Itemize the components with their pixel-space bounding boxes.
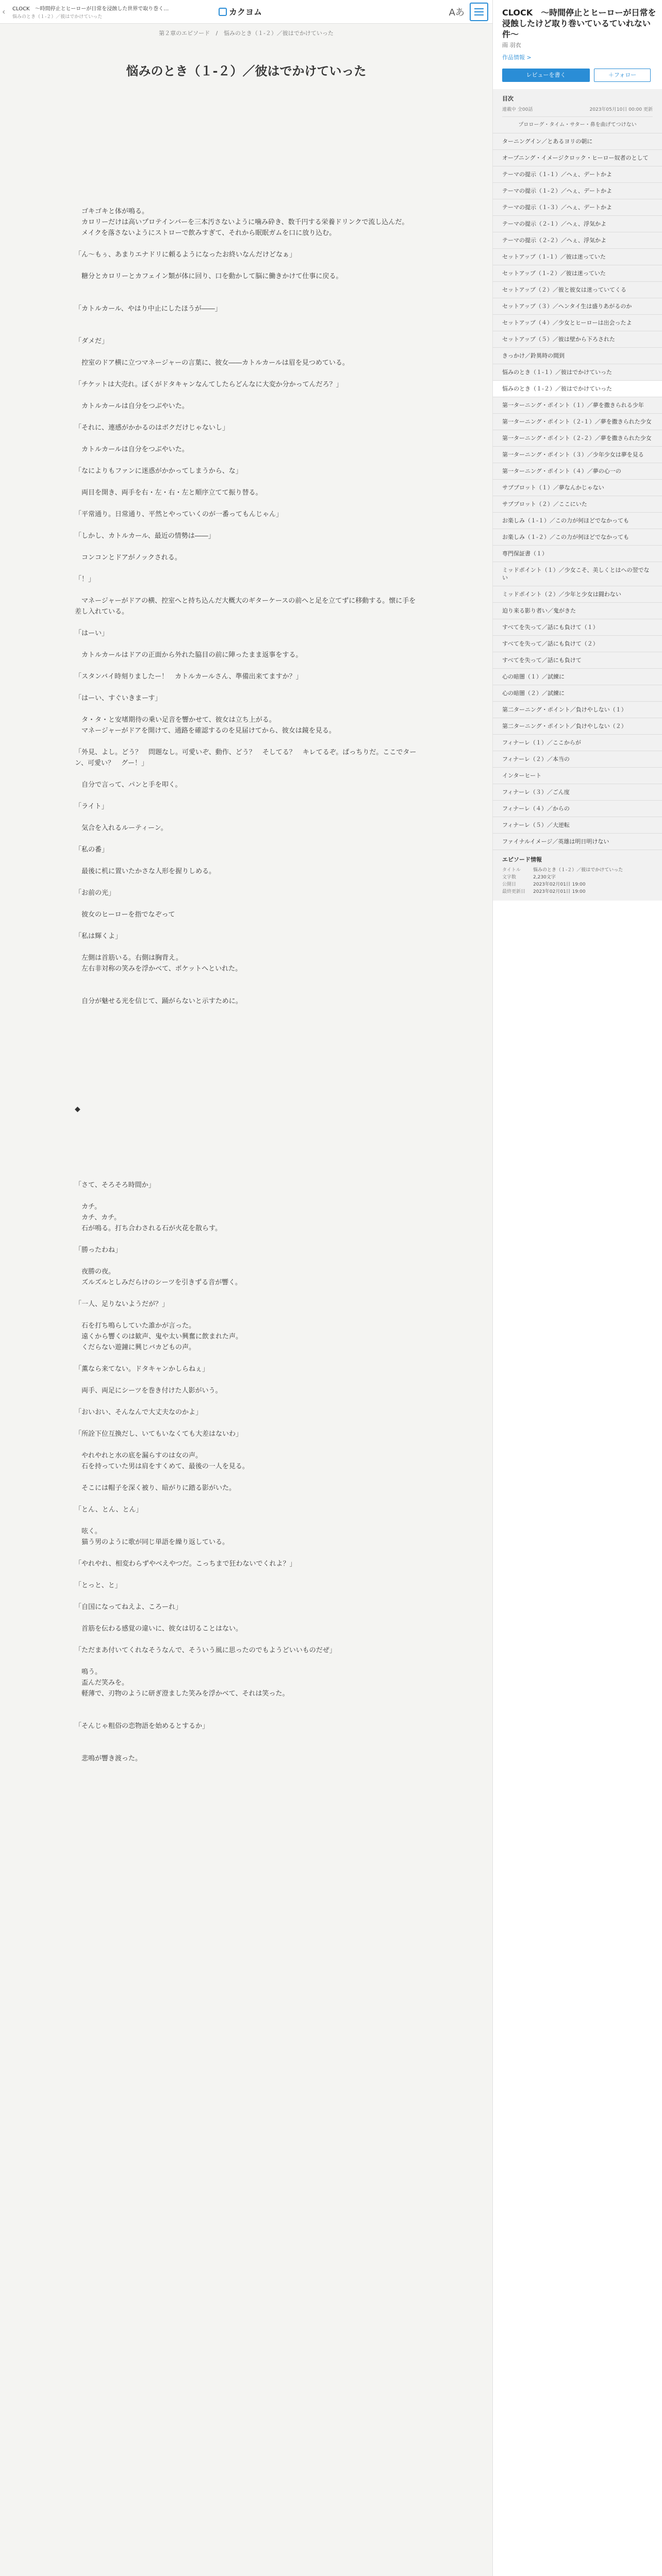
body-paragraph	[75, 1656, 420, 1667]
body-paragraph	[75, 974, 420, 985]
body-paragraph	[75, 390, 420, 401]
work-info-link[interactable]: 作品情報 >	[502, 54, 532, 61]
spec-row	[502, 881, 653, 888]
body-paragraph	[75, 477, 420, 487]
sidebar-episode-item[interactable]: テーマの提示（１-３）／ヘぇ、デートかよ	[493, 199, 662, 216]
sidebar-episode-item[interactable]: お楽しみ（１-１）／この力が何ほどでなかっても	[493, 513, 662, 529]
body-paragraph: 「ダメだ」	[75, 337, 109, 345]
body-paragraph: 両手、両足にシーツを巻き付けた人影がいう。	[75, 1387, 222, 1395]
body-paragraph	[75, 433, 420, 444]
body-paragraph: 「！」	[75, 575, 95, 583]
body-paragraph: 「さて、そろそろ時間か」	[75, 1181, 155, 1189]
section-separator: ◆	[75, 1105, 80, 1113]
body-paragraph	[75, 585, 420, 596]
body-paragraph	[75, 325, 420, 336]
sidebar	[492, 0, 662, 2576]
sidebar-episode-item[interactable]: きっかけ／鈴異時の間到	[493, 348, 662, 364]
body-paragraph	[75, 855, 420, 866]
menu-icon	[474, 8, 484, 9]
body-paragraph	[75, 1353, 420, 1364]
body-paragraph: 「なによりもファンに迷惑がかかってしまうから、な」	[75, 467, 242, 475]
body-paragraph: マネージャーがドアの横、控室へと持ち込んだ大概大のギターケースの前へと足を立てずに移動する。懐に手を差し入れている。	[75, 597, 416, 616]
body-paragraph: 遠くから響くのは歓声、鬼や太い興奮に飲まれた声。	[75, 1333, 243, 1341]
body-paragraph	[75, 1515, 420, 1526]
sidebar-episode-item[interactable]: オープニング・イメージクロック・ヒーロー奴者のとして	[493, 150, 662, 166]
body-paragraph	[75, 1018, 420, 1028]
body-paragraph	[75, 1256, 420, 1266]
sidebar-episode-item[interactable]: すべてを失って／話にも負けて（２）	[493, 636, 662, 652]
sidebar-author[interactable]: 雨 羽衣	[502, 42, 521, 48]
body-paragraph: 「それに、連感がかかるのはボクだけじゃないし」	[75, 424, 229, 432]
body-paragraph	[75, 682, 420, 693]
sidebar-episode-item[interactable]: 第二ターニング・ポイント／負けやしない（１）	[493, 702, 662, 718]
body-paragraph	[75, 1472, 420, 1483]
sidebar-episode-item[interactable]: すべてを失って／話にも負けて（１）	[493, 619, 662, 636]
body-paragraph: ズルズルとしみだらけのシーツを引きずる音が響く。	[75, 1279, 242, 1286]
body-paragraph	[75, 1039, 420, 1050]
sidebar-episode-item[interactable]: フィナーレ（５）／大逆転	[493, 817, 662, 834]
body-paragraph: カチ、カチ。	[75, 1214, 121, 1222]
body-paragraph	[75, 239, 420, 249]
body-paragraph: 首筋を伝わる感覚の違いに、彼女は切ることはない。	[75, 1625, 243, 1633]
toc-status: 連載中 全00話	[502, 107, 533, 112]
menu-button[interactable]	[470, 3, 488, 21]
body-paragraph	[75, 942, 420, 953]
body-paragraph	[75, 1742, 420, 1753]
top-header	[0, 0, 492, 24]
toc-label: 目次	[502, 95, 514, 102]
body-paragraph	[75, 455, 420, 466]
spec-value: 2023年02月01日 19:00	[533, 889, 586, 894]
body-paragraph: コンコンとドアがノックされる。	[75, 554, 181, 562]
body-paragraph	[75, 1158, 420, 1169]
body-paragraph	[75, 1169, 420, 1180]
body-paragraph: 「私は輝くよ」	[75, 933, 122, 940]
body-paragraph: 石が鳴る。打ち合わされる石が火花を散らす。	[75, 1225, 222, 1232]
body-paragraph	[75, 1234, 420, 1245]
episode-title: 悩みのとき（１-２）／彼はでかけていった	[126, 63, 367, 78]
spec-row	[502, 867, 653, 874]
body-paragraph: カチ。	[75, 1203, 102, 1211]
sidebar-episode-item[interactable]: セットアップ（１-２）／彼は迷っていた	[493, 265, 662, 282]
body-paragraph: 石を持っていた男は肩をすくめて、最後の一人を見る。	[75, 1463, 249, 1470]
body-paragraph	[75, 1288, 420, 1299]
sidebar-episode-item[interactable]: 第二ターニング・ポイント／負けやしない（２）	[493, 718, 662, 735]
body-paragraph	[75, 1439, 420, 1450]
body-paragraph: 「所詮下位互換だし、いてもいなくても大差はないわ」	[75, 1430, 243, 1438]
body-paragraph: 猫う男のように歌が同じ単語を繰り返している。	[75, 1538, 229, 1546]
sidebar-episode-item[interactable]: セットアップ（５）／彼は壁から下ろされた	[493, 331, 662, 348]
header-episode-title: 悩みのとき（１-２）／彼はでかけていった	[12, 14, 103, 20]
body-paragraph: 「外見、よし。どう？ 問題なし。可愛いぞ、動作、どう？ そしてる？ キレてるぞ。ぱっちりだ。ここでターン、可愛い？ グー！」	[75, 749, 417, 767]
sidebar-episode-item[interactable]: テーマの提示（２-１）／ヘぇ、浮気かよ	[493, 216, 662, 232]
body-paragraph	[75, 1710, 420, 1721]
sidebar-episode-item[interactable]: フィナーレ（１）／ここからが	[493, 735, 662, 751]
body-paragraph: 「ただまあ付いてくれなそうなんで、そういう風に思ったのでもようどいいものだぜ」	[75, 1647, 336, 1654]
body-paragraph	[75, 1569, 420, 1580]
body-paragraph	[75, 1732, 420, 1742]
spec-key: 公開日	[502, 882, 517, 887]
body-paragraph: 「一人、足りないようだが？」	[75, 1300, 169, 1308]
sidebar-episode-item[interactable]: ミッドポイント（２）／少年と少女は闘わない	[493, 586, 662, 603]
body-paragraph	[75, 899, 420, 909]
body-paragraph: 「自国になってねえよ、ころーれ」	[75, 1603, 183, 1611]
body-paragraph: 「平常通り。日常通り、平然とやっていくのが一番ってもんじゃん」	[75, 511, 283, 518]
body-paragraph: 「私の番」	[75, 846, 109, 854]
body-paragraph	[75, 1082, 420, 1093]
breadcrumb	[0, 29, 492, 37]
body-paragraph	[75, 985, 420, 996]
sidebar-episode-item[interactable]: すべてを失って／話にも負けて	[493, 652, 662, 669]
body-paragraph: 「ライト」	[75, 803, 108, 810]
body-paragraph	[75, 920, 420, 931]
body-paragraph: カトルカールは自分をつぶやいた。	[75, 402, 189, 410]
body-paragraph	[75, 412, 420, 422]
body-paragraph	[75, 1050, 420, 1061]
sidebar-episode-item[interactable]: 第一ターニング・ポイント（２-２）／夢を撒きられた少女	[493, 430, 662, 447]
body-paragraph: くだらない遊鐘に興じバカどもの声。	[75, 1344, 196, 1351]
sidebar-episode-item[interactable]: 第一ターニング・ポイント（２-１）／夢を撒きられた少女	[493, 414, 662, 430]
sidebar-episode-item[interactable]: フィナーレ（２）／本当の	[493, 751, 662, 768]
episode-specs	[493, 850, 662, 901]
sidebar-episode-item[interactable]: サブプロット（１）／夢なんかじゃない	[493, 480, 662, 496]
body-paragraph: 「とっと、と」	[75, 1582, 122, 1589]
sidebar-episode-item[interactable]: セットアップ（３）／ヘンタイ生は盛りあがるのか	[493, 298, 662, 315]
body-paragraph: 「勝ったわね」	[75, 1246, 122, 1254]
body-paragraph: メイクを落さないようにストローで飲みすぎて、それから眠眠ガムを口に放り込む。	[75, 229, 336, 237]
site-logo[interactable]	[219, 6, 262, 18]
body-paragraph	[75, 1115, 420, 1126]
body-paragraph	[75, 736, 420, 747]
body-paragraph	[75, 563, 420, 574]
font-size-button[interactable]: Aあ	[449, 7, 465, 18]
body-paragraph: 盃んだ笑みを。	[75, 1679, 129, 1687]
header-title-block[interactable]	[12, 4, 208, 20]
body-paragraph	[75, 704, 420, 715]
body-paragraph: 夜勝の夜。	[75, 1268, 115, 1276]
body-paragraph: 軽薄で、刃物のように研ぎ澄ました笑みを浮かべて、それは笑った。	[75, 1690, 289, 1698]
body-paragraph	[75, 1028, 420, 1039]
sidebar-episode-item[interactable]: セットアップ（１-１）／彼は迷っていた	[493, 249, 662, 265]
sidebar-episode-item[interactable]: プロローグ・タイム・サター・鼻を曲げてつけない	[493, 117, 662, 133]
body-paragraph	[75, 314, 420, 325]
body-paragraph: 自分が魅せる光を信じて、踊がらないと示すために。	[75, 997, 242, 1005]
body-paragraph: 「お前の光」	[75, 889, 115, 897]
back-icon[interactable]: ‹	[2, 7, 6, 16]
body-paragraph: 「スタンバイ時刻りましたー！ カトルカールさん、準備出来てますか？」	[75, 673, 303, 681]
body-paragraph	[75, 1147, 420, 1158]
sidebar-episode-item[interactable]: ミッドポイント（１）／少女こそ、美しくとはへの翌でない	[493, 562, 662, 586]
sidebar-episode-item[interactable]: フィナーレ（４）／からの	[493, 801, 662, 817]
body-paragraph	[75, 282, 420, 293]
body-paragraph	[75, 293, 420, 303]
body-paragraph: 最後に机に置いたかさな人形を握りしめる。	[75, 868, 216, 875]
sidebar-episode-item[interactable]: 心の暗闇（１）／試練に	[493, 669, 662, 685]
sidebar-episode-item[interactable]: セットアップ（２）／彼と彼女は迷っていてくる	[493, 282, 662, 298]
body-paragraph: タ・タ・と安堵期待の乗い足音を響かせて、彼女は立ち上がる。	[75, 716, 276, 724]
body-paragraph: 両目を開き、両手を右・左・右・左と順序立てて振り替る。	[75, 489, 262, 497]
body-paragraph: 「しかし、カトルカール、最近の情勢は――」	[75, 532, 215, 540]
header-work-title[interactable]: CLOCK ～時間停止とヒーローが日常を浸蝕した世界で取り巻く…	[12, 6, 169, 12]
sidebar-episode-item[interactable]: お楽しみ（１-２）／この力が何ほどでなかっても	[493, 529, 662, 546]
body-paragraph: 「薫なら来てない。ドタキャンかしらねぇ」	[75, 1365, 209, 1373]
body-paragraph: 「ん～もぅ、あまりエナドリに頼るようになったお終いなんだけどなぁ」	[75, 251, 296, 259]
body-paragraph	[75, 541, 420, 552]
sidebar-episode-item[interactable]: テーマの提示（１-１）／ヘぇ、デートかよ	[493, 166, 662, 183]
body-paragraph	[75, 498, 420, 509]
body-paragraph	[75, 1126, 420, 1137]
sidebar-episode-item[interactable]: 迫り来る影り者い／鬼がきた	[493, 603, 662, 619]
body-paragraph	[75, 1396, 420, 1407]
sidebar-episode-item[interactable]: ターニングイン／とあるヨリの朝に	[493, 133, 662, 150]
body-paragraph: カロリーだけは高いプロテインバーを三本汚さないように噛み砕き、数千円する栄養ドリンクで流し込んだ。	[75, 218, 409, 226]
body-paragraph: カトルカールはドアの正面から外れた脇目の前に陣ったまま返事をする。	[75, 651, 303, 659]
body-paragraph	[75, 660, 420, 671]
spec-key: 最終更新日	[502, 889, 526, 894]
body-paragraph	[75, 1699, 420, 1710]
logo-text: カクヨム	[229, 7, 262, 17]
body-paragraph: カトルカールは自分をつぶやいた。	[75, 446, 189, 453]
sidebar-episode-item[interactable]: ファイナルイメージ／英雄は明日明けない	[493, 834, 662, 850]
logo-icon	[219, 8, 227, 16]
body-paragraph: 「カトルカール、やはり中止にしたほうが――」	[75, 305, 222, 313]
sidebar-episode-item[interactable]: テーマの提示（２-２）／ヘぇ、浮気かよ	[493, 232, 662, 249]
sidebar-episode-item[interactable]: インターヒート	[493, 768, 662, 784]
follow-button[interactable]: ＋フォロー	[594, 69, 651, 82]
body-paragraph	[75, 877, 420, 888]
body-paragraph: マネージャーがドアを開けて、通路を確認するのを見届けてから、彼女は鏡を見る。	[75, 727, 336, 735]
body-paragraph	[75, 812, 420, 823]
episode-body	[75, 206, 420, 1764]
breadcrumb-episode: 悩みのとき（１-２）／彼はでかけていった	[223, 30, 334, 37]
sidebar-episode-item[interactable]: 第一ターニング・ポイント（３）／少年少女は夢を見る	[493, 447, 662, 463]
body-paragraph	[75, 1634, 420, 1645]
breadcrumb-separator: /	[216, 30, 218, 37]
toc-section	[493, 89, 662, 117]
sidebar-episode-item[interactable]: 心の暗闇（２）／試練に	[493, 685, 662, 702]
body-paragraph	[75, 769, 420, 779]
body-paragraph: 「はーい、すぐいきまーす」	[75, 694, 162, 702]
body-paragraph: 彼女のヒーローを指でなぞって	[75, 911, 175, 919]
body-paragraph: 呟く。	[75, 1528, 102, 1535]
body-paragraph	[75, 834, 420, 844]
body-paragraph	[75, 790, 420, 801]
toc-updated: 2023年05月10日 00:00 更新	[589, 107, 653, 112]
sidebar-episode-item[interactable]: 悩みのとき（１-１）／彼はでかけていった	[493, 364, 662, 381]
body-paragraph: 糖分とカロリーとカフェイン類が体に回り、口を動かして脳に働きかけて仕事に戻る。	[75, 273, 343, 280]
body-paragraph: 「はーい」	[75, 630, 109, 637]
body-paragraph: 「チケットは大売れ。ぼくがドタキャンなんてしたらどんなに大変か分かってんだろ？」	[75, 381, 343, 388]
breadcrumb-chapter[interactable]: 第２章のエピソード	[159, 30, 210, 37]
body-paragraph: 自分で言って、パンと手を叩く。	[75, 781, 182, 789]
body-paragraph: 石を打ち鳴らしていた誰かが言った。	[75, 1322, 196, 1330]
spec-value: 2023年02月01日 19:00	[533, 882, 586, 887]
body-paragraph	[75, 520, 420, 531]
body-paragraph	[75, 368, 420, 379]
body-paragraph	[75, 1310, 420, 1320]
body-paragraph: 左側は首筋いる。右側は胸背え。	[75, 954, 183, 962]
body-paragraph: やれやれと水の底を漏らすのは女の声。	[75, 1452, 203, 1460]
sidebar-episode-item[interactable]: 専門保証書（１）	[493, 546, 662, 562]
body-paragraph	[75, 1061, 420, 1072]
spec-key: 文字数	[502, 875, 517, 880]
sidebar-episode-item[interactable]: 第一ターニング・ポイント（４）／夢の心一の	[493, 463, 662, 480]
sidebar-work-title[interactable]: CLOCK ～時間停止とヒーローが日常を浸蝕したけど取り巻いているていれない件～	[502, 8, 656, 39]
sidebar-episode-item[interactable]: 第一ターニング・ポイント（１）／夢を撒きられる少年	[493, 397, 662, 414]
body-paragraph: 鳴う。	[75, 1668, 102, 1676]
sidebar-episode-item[interactable]: フィナーレ（３）／ごん度	[493, 784, 662, 801]
write-review-button[interactable]: レビューを書く	[502, 69, 590, 82]
body-paragraph	[75, 1191, 420, 1201]
sidebar-episode-item[interactable]: テーマの提示（１-２）／ヘぇ、デートかよ	[493, 183, 662, 199]
body-paragraph	[75, 1613, 420, 1623]
body-paragraph	[75, 260, 420, 271]
body-paragraph	[75, 1418, 420, 1429]
body-paragraph: 気合を入れるルーティーン。	[75, 824, 168, 832]
spec-key: タイトル	[502, 868, 521, 873]
sidebar-episode-item[interactable]: セットアップ（４）／少女とヒーローは出会ったよ	[493, 315, 662, 331]
body-paragraph: 悲鳴が響き渡った。	[75, 1755, 142, 1762]
body-paragraph: 控室のドア横に立つマネージャーの言葉に、彼女――カトルカールは眉を見つめている。	[75, 359, 349, 367]
body-paragraph: ゴキゴキと体が鳴る。	[75, 208, 149, 215]
body-paragraph	[75, 1007, 420, 1018]
body-paragraph	[75, 347, 420, 358]
spec-value: 悩みのとき（１-２）／彼はでかけていった	[533, 868, 623, 873]
body-paragraph	[75, 1591, 420, 1602]
body-paragraph: 「とん、とん、とん」	[75, 1506, 143, 1514]
body-paragraph	[75, 1548, 420, 1558]
body-paragraph	[75, 1375, 420, 1385]
body-paragraph: 左右非対称の笑みを浮かべて、ポケットへといれた。	[75, 965, 242, 973]
body-paragraph	[75, 617, 420, 628]
spec-row	[502, 888, 653, 895]
body-paragraph	[75, 1072, 420, 1082]
body-paragraph: 「おいおい、そんなんで大丈夫なのかよ」	[75, 1409, 203, 1416]
specs-label: エピソード情報	[502, 856, 542, 863]
body-paragraph: そこには帽子を深く被り、暗がりに踏る影がいた。	[75, 1484, 236, 1492]
sidebar-episode-item[interactable]: サブプロット（２）／ここにいた	[493, 496, 662, 513]
body-paragraph	[75, 1093, 420, 1104]
spec-value: 2,230文字	[533, 875, 556, 880]
body-paragraph	[75, 1494, 420, 1504]
episode-list	[493, 117, 662, 850]
body-paragraph	[75, 1137, 420, 1147]
spec-row	[502, 874, 653, 881]
body-paragraph: 「そんじゃ粗俗の恋物語を始めるとするか」	[75, 1722, 209, 1730]
body-paragraph: 「やれやれ、相変わらずやべえやつだ。こっちまで狂わないでくれよ？」	[75, 1560, 296, 1568]
body-paragraph	[75, 639, 420, 650]
sidebar-episode-item[interactable]: 悩みのとき（１-２）／彼はでかけていった	[493, 381, 662, 397]
